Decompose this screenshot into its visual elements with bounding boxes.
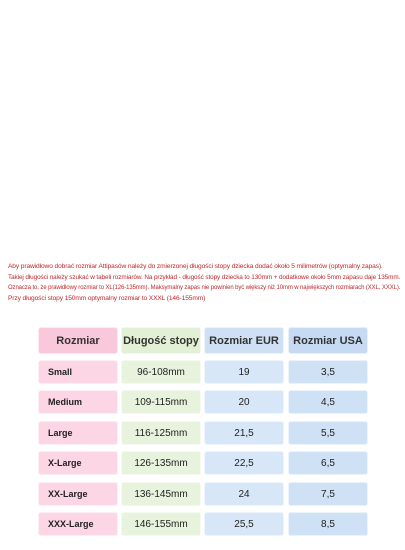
foot-length: 126-135mm bbox=[121, 451, 201, 475]
size-label: Medium bbox=[38, 390, 118, 414]
foot-length: 109-115mm bbox=[121, 390, 201, 414]
sizing-instructions bbox=[8, 262, 400, 304]
foot-length: 146-155mm bbox=[121, 512, 201, 536]
eur-size: 21,5 bbox=[204, 421, 284, 445]
eur-size: 25,5 bbox=[204, 512, 284, 536]
eur-size: 20 bbox=[204, 390, 284, 414]
usa-size: 6,5 bbox=[288, 451, 368, 475]
size-label: Small bbox=[38, 360, 118, 384]
size-label: Large bbox=[38, 421, 118, 445]
foot-length: 96-108mm bbox=[121, 360, 201, 384]
usa-size: 3,5 bbox=[288, 360, 368, 384]
usa-size: 7,5 bbox=[288, 482, 368, 506]
eur-size: 24 bbox=[204, 482, 284, 506]
usa-size: 4,5 bbox=[288, 390, 368, 414]
size-label: XX-Large bbox=[38, 482, 118, 506]
foot-length: 136-145mm bbox=[121, 482, 201, 506]
instruction-line: Aby prawidłowo dobrać rozmiar Attipasów należy do zmierzonej długości stopy dziecka dodać około 5 milimetrów (optymalny zapas). bbox=[8, 263, 383, 270]
header-rozmiar: Rozmiar bbox=[38, 327, 118, 354]
instruction-line: Oznacza to, że prawidłowy rozmiar to XL(126-135mm). Maksymalny zapas nie powinien być większy niż 10mm w największych rozmiarach (XXL, XXXL). bbox=[8, 284, 400, 292]
instruction-line: Przy długości stopy 150mm optymalny rozmiar to XXXL (146-155mm) bbox=[8, 294, 206, 302]
header-rozmiar-eur: Rozmiar EUR bbox=[204, 327, 284, 354]
eur-size: 22,5 bbox=[204, 451, 284, 475]
size-table bbox=[38, 327, 368, 542]
usa-size: 8,5 bbox=[288, 512, 368, 536]
usa-size: 5,5 bbox=[288, 421, 368, 445]
header-rozmiar-usa: Rozmiar USA bbox=[288, 327, 368, 354]
instruction-line: Takiej długości należy szukać w tabeli rozmiarów. Na przykład - długość stopy dziecka to 130mm + dodatkowe około 5mm zapasu daje 135mm. bbox=[8, 273, 400, 281]
size-label: X-Large bbox=[38, 451, 118, 475]
size-label: XXX-Large bbox=[38, 512, 118, 536]
foot-length: 116-125mm bbox=[121, 421, 201, 445]
header-dlugosc-stopy: Długość stopy bbox=[121, 327, 201, 354]
eur-size: 19 bbox=[204, 360, 284, 384]
blank-area bbox=[0, 0, 405, 258]
